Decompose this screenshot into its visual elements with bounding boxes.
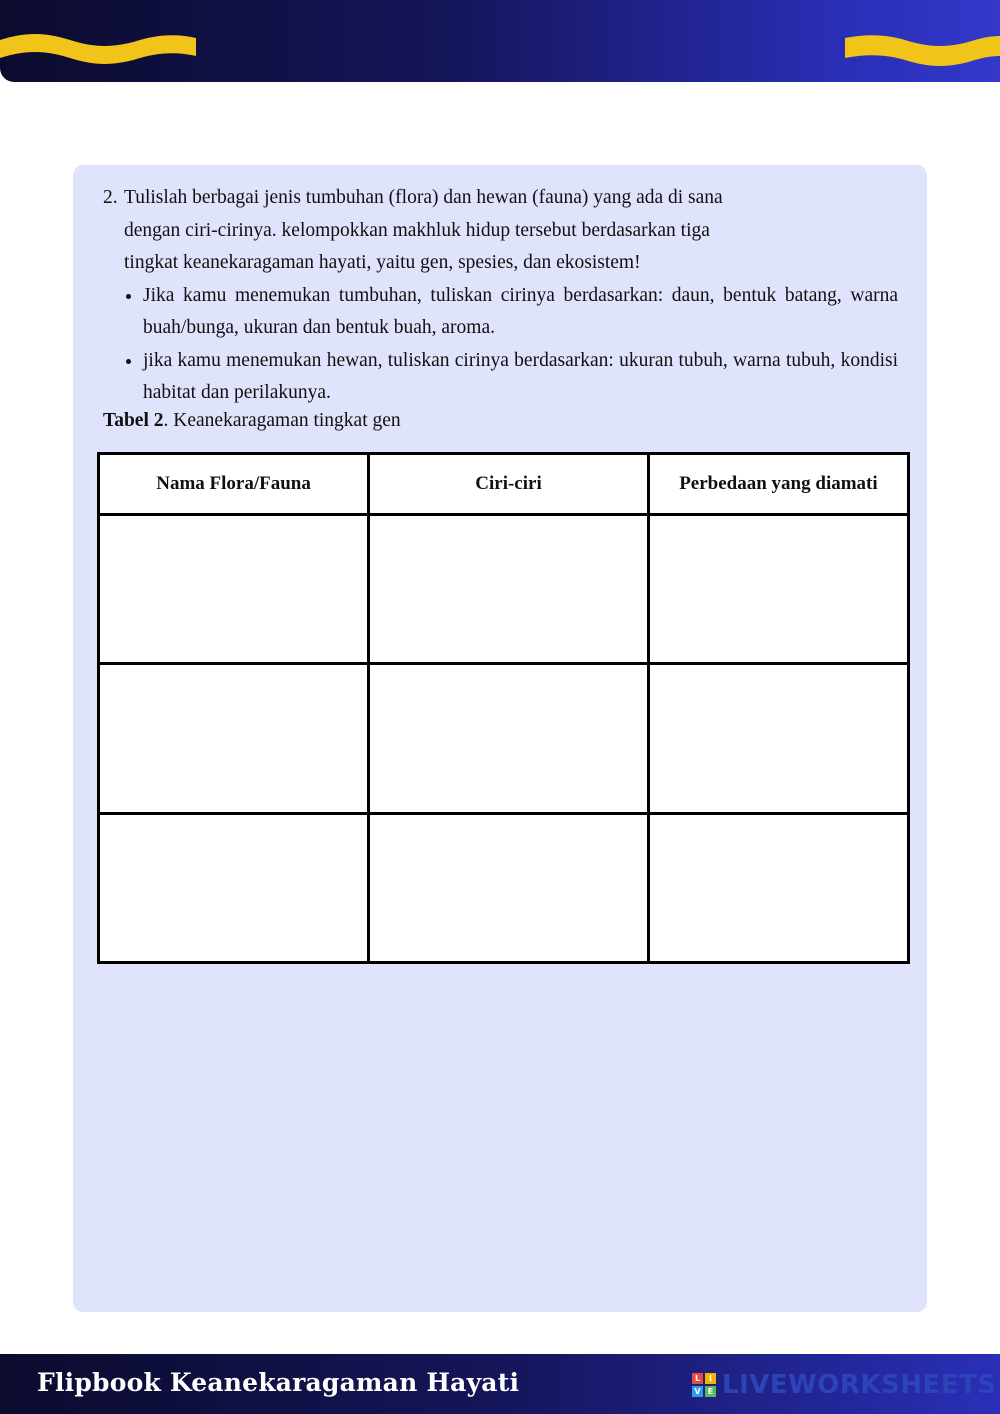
instruction-list [103,280,898,410]
table-cell[interactable] [99,813,369,962]
table-cell[interactable] [369,813,649,962]
table-cell[interactable] [648,664,908,813]
liveworksheets-logo [692,1370,997,1400]
page-header-banner [0,0,1000,82]
header-differences: Perbedaan yang diamati [648,454,908,515]
table-row [99,813,909,962]
table-caption-text: . Keanekaragaman tingkat gen [163,410,401,431]
wave-decoration-right [845,30,1000,70]
liveworksheets-wordmark: LIVEWORKSHEETS [722,1370,997,1400]
instruction-plant: • Jika kamu menemukan tumbuhan, tuliskan cirinya berdasarkan: daun, bentuk batang, warna buah/bunga, ukuran dan bentuk buah, aroma. [143,280,898,345]
table-caption-label: Tabel 2 [103,410,164,431]
table-cell[interactable] [99,664,369,813]
question-line-3: tingkat keanekaragaman hayati, yaitu gen, spesies, dan ekosistem! [124,252,641,273]
table-cell[interactable] [369,664,649,813]
table-cell[interactable] [648,515,908,664]
table-row [99,664,909,813]
header-characteristics: Ciri-ciri [369,454,649,515]
wave-decoration-left [0,30,196,70]
page-footer [0,1354,1000,1414]
question-number: 2. [103,187,118,208]
question-line-1: 2. Tulislah berbagai jenis tumbuhan (flora) dan hewan (fauna) yang ada di sana [103,182,898,215]
table-header-row [99,454,909,515]
table-caption [103,406,401,436]
header-name: Nama Flora/Fauna [99,454,369,515]
footer-title: Flipbook Keanekaragaman Hayati [37,1368,520,1397]
table-row [99,515,909,664]
table-cell[interactable] [369,515,649,664]
table-cell[interactable] [99,515,369,664]
instruction-animal: • jika kamu menemukan hewan, tuliskan cirinya berdasarkan: ukuran tubuh, warna tubuh, kondisi habitat dan perilakunya. [143,345,898,410]
question-block [103,182,898,410]
question-line-2: dengan ciri-cirinya. kelompokkan makhluk hidup tersebut berdasarkan tiga [124,219,710,241]
table-cell[interactable] [648,813,908,962]
liveworksheets-logo-icon: L I V E [692,1373,716,1397]
gene-diversity-table [97,452,910,964]
